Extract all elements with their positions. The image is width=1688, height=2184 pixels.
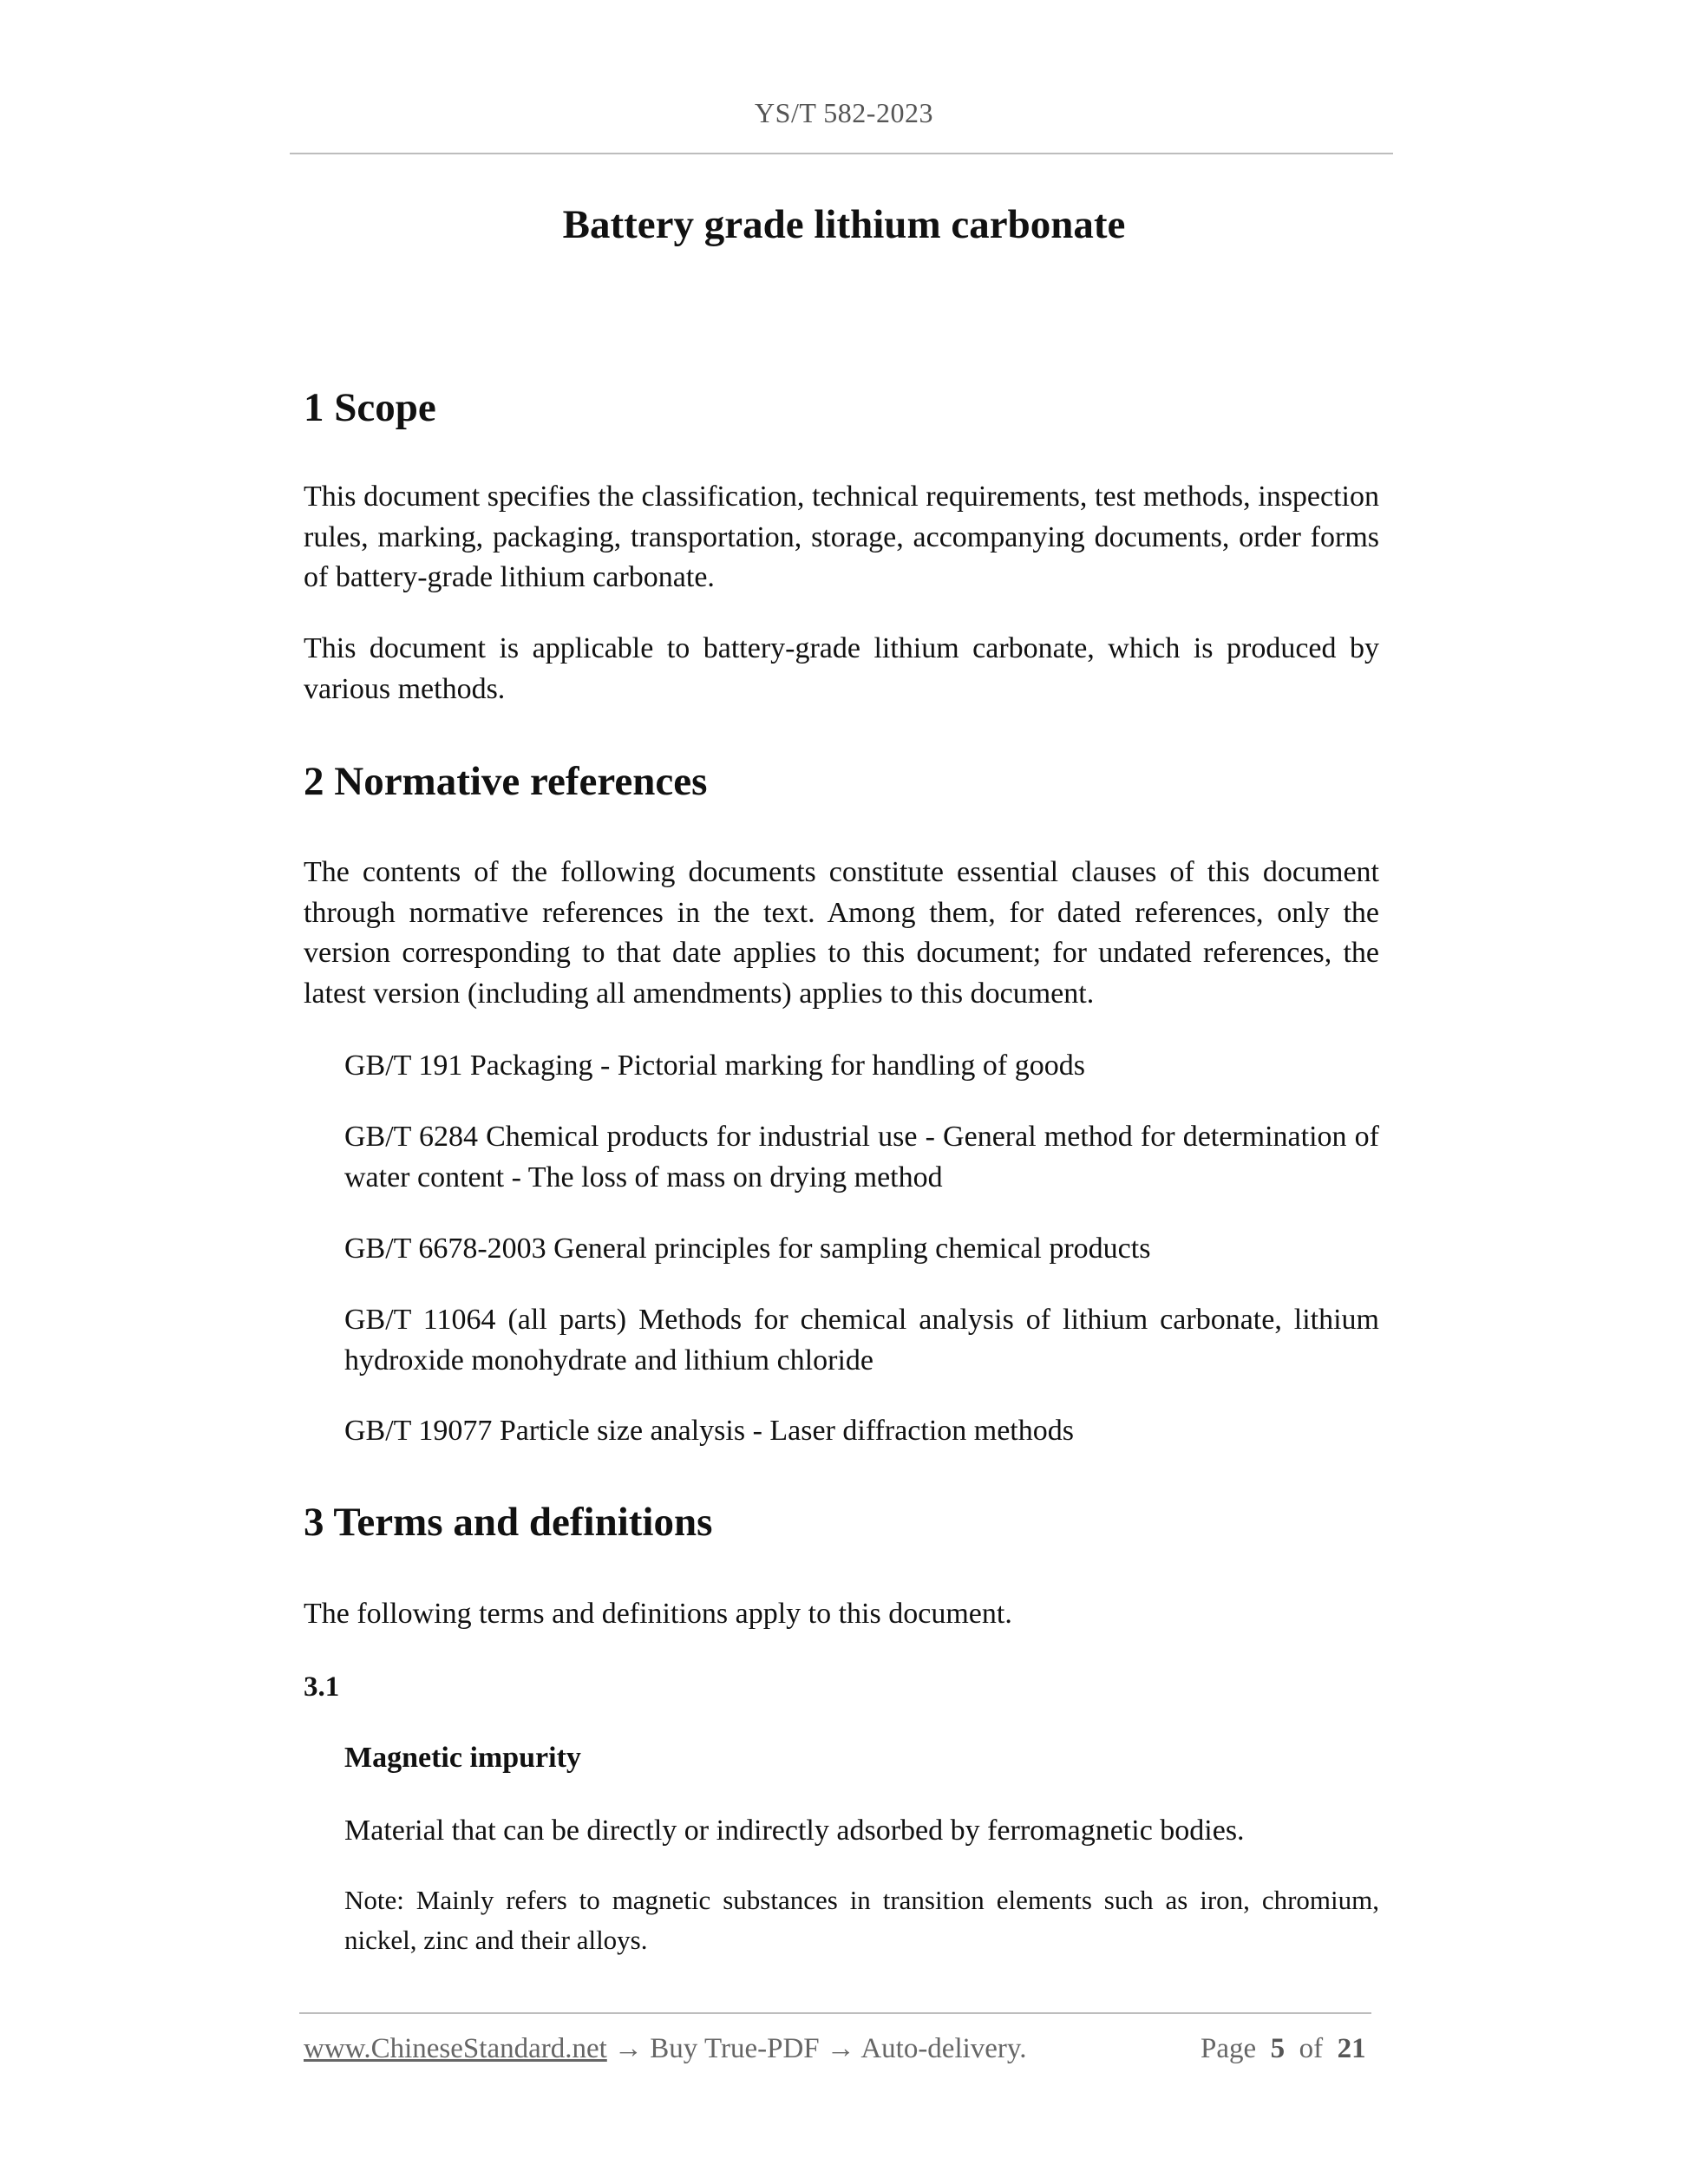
- document-title: Battery grade lithium carbonate: [562, 202, 1126, 247]
- page-total: 21: [1337, 2033, 1366, 2064]
- page-label: Page: [1201, 2033, 1257, 2064]
- reference-item: GB/T 6284 Chemical products for industrial use - General method for determination of water content - The loss of mass on drying method: [344, 1121, 1379, 1193]
- auto-delivery-text: Auto-delivery.: [860, 2033, 1027, 2064]
- reference-item: GB/T 6678-2003 General principles for sampling chemical products: [344, 1233, 1151, 1265]
- buy-true-pdf-link[interactable]: Buy True-PDF: [650, 2033, 820, 2064]
- normative-intro-paragraph: The contents of the following documents constitute essential clauses of this document through normative references in the text. Among them, for dated references, only the version corresponding to that date applies to this document; for undated references, the latest version (including all amendments) applies to this document.: [304, 856, 1379, 1010]
- footer-divider: [299, 2012, 1371, 2014]
- clause-number: 3.1: [304, 1671, 340, 1703]
- term-definition: Material that can be directly or indirectly adsorbed by ferromagnetic bodies.: [344, 1815, 1245, 1847]
- terms-intro-paragraph: The following terms and definitions apply to this document.: [304, 1598, 1012, 1630]
- page-current: 5: [1270, 2033, 1286, 2064]
- term-note: Note: Mainly refers to magnetic substances in transition elements such as iron, chromium, nickel, zinc and their alloys.: [344, 1885, 1379, 1955]
- term-name: Magnetic impurity: [344, 1742, 581, 1774]
- footer-promo: [304, 2033, 1027, 2065]
- reference-item: GB/T 11064 (all parts) Methods for chemical analysis of lithium carbonate, lithium hydroxide monohydrate and lithium chloride: [344, 1304, 1379, 1376]
- scope-paragraph-1: This document specifies the classification, technical requirements, test methods, inspection rules, marking, packaging, transportation, storage, accompanying documents, order forms of battery-grade lithium carbonate.: [304, 481, 1379, 593]
- arrow-right-icon: →: [614, 2033, 644, 2064]
- header-divider: [290, 153, 1393, 154]
- site-link[interactable]: www.ChineseStandard.net: [304, 2033, 607, 2064]
- scope-paragraph-2: This document is applicable to battery-grade lithium carbonate, which is produced by various methods.: [304, 632, 1379, 705]
- section-heading-terms-and-definitions: 3 Terms and definitions: [304, 1500, 713, 1545]
- reference-item: GB/T 191 Packaging - Pictorial marking for handling of goods: [344, 1049, 1085, 1082]
- section-heading-normative-references: 2 Normative references: [304, 759, 708, 804]
- standard-code: YS/T 582-2023: [755, 97, 933, 128]
- arrow-right-icon: →: [826, 2033, 855, 2064]
- of-label: of: [1299, 2033, 1324, 2064]
- section-heading-scope: 1 Scope: [304, 385, 436, 430]
- reference-item: GB/T 19077 Particle size analysis - Laser diffraction methods: [344, 1415, 1074, 1447]
- page-indicator: [1201, 2033, 1366, 2065]
